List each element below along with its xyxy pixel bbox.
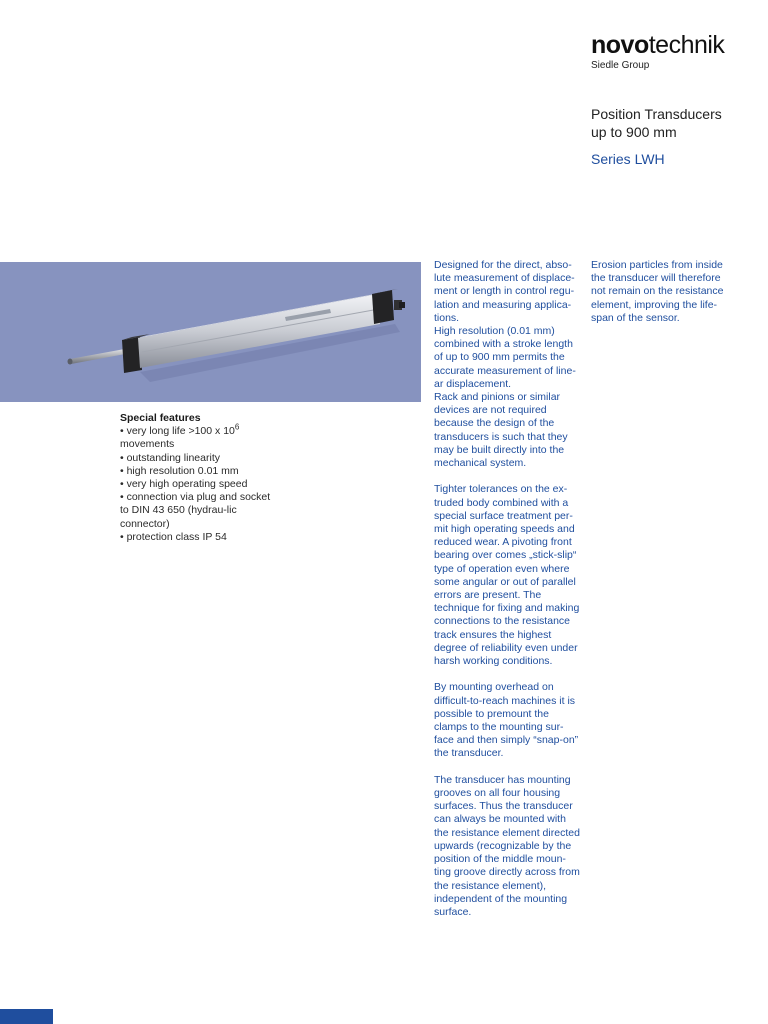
paragraph-design: Designed for the direct, abso-lute measurement of displace-ment or length in control regu-lation and measuring applica-tions. (434, 259, 575, 324)
title-line-2: up to 900 mm (591, 124, 677, 140)
feature-item: • very high operating speed (120, 478, 280, 491)
page-title (591, 105, 761, 141)
feature-item-life (120, 422, 280, 451)
paragraph-mounting: By mounting overhead on difficult-to-reach machines it is possible to premount the clamps to the mounting sur-face and then simply “snap-on” the transducer. (434, 681, 579, 760)
feature-item: • high resolution 0.01 mm (120, 465, 280, 478)
brand-name-bold: novo (591, 31, 649, 59)
paragraph-resolution: High resolution (0.01 mm) combined with a stroke length of up to 900 mm permits the accurate measurement of line-ar displacement. (434, 325, 576, 390)
brand-name (591, 32, 724, 59)
description-column-2 (591, 259, 731, 338)
paragraph-mechanics: Rack and pinions or similar devices are not required because the design of the transducers is such that they may be built directly into the mechanical system. (434, 391, 568, 470)
feature-life-text: very long life >100 x 10 (126, 425, 235, 438)
features-heading: Special features (120, 412, 201, 424)
title-line-1: Position Transducers (591, 106, 722, 122)
paragraph-erosion: Erosion particles from inside the transducer will therefore not remain on the resistance element, improving the life-span of the sensor. (591, 259, 724, 324)
feature-life-exponent: 6 (234, 422, 240, 432)
description-column-1 (434, 259, 580, 932)
feature-item: • outstanding linearity (120, 452, 280, 465)
brand-subtitle: Siedle Group (591, 60, 650, 71)
corner-accent-bar (0, 1009, 53, 1024)
product-image (0, 262, 421, 402)
paragraph-tolerances: Tighter tolerances on the ex-truded body combined with a special surface treatment per-mit high operating speeds and reduced wear. A pivoting front bearing over comes „stick-slip“ type of operation even where some angular or out of parallel errors are present. The technique for fixing and making connections to the resistance track ensures the highest degree of reliability even under harsh working conditions. (434, 483, 580, 668)
feature-item: • connection via plug and socket to DIN 43 650 (hydrau-lic connector) (120, 491, 280, 531)
transducer-illustration (0, 262, 421, 402)
series-label: Series LWH (591, 151, 665, 167)
feature-life-tail: movements (120, 438, 175, 451)
feature-item: • protection class IP 54 (120, 531, 280, 544)
paragraph-grooves: The transducer has mounting grooves on all four housing surfaces. Thus the transducer can always be mounted with the resistance element directed upwards (recognizable by the position of the middle moun-ting groove directly across from the resistance element), independent of the mounting surface. (434, 773, 580, 918)
brand-logo (591, 32, 724, 72)
features-list (120, 422, 280, 544)
brand-name-light: technik (648, 31, 725, 59)
special-features (120, 412, 280, 544)
